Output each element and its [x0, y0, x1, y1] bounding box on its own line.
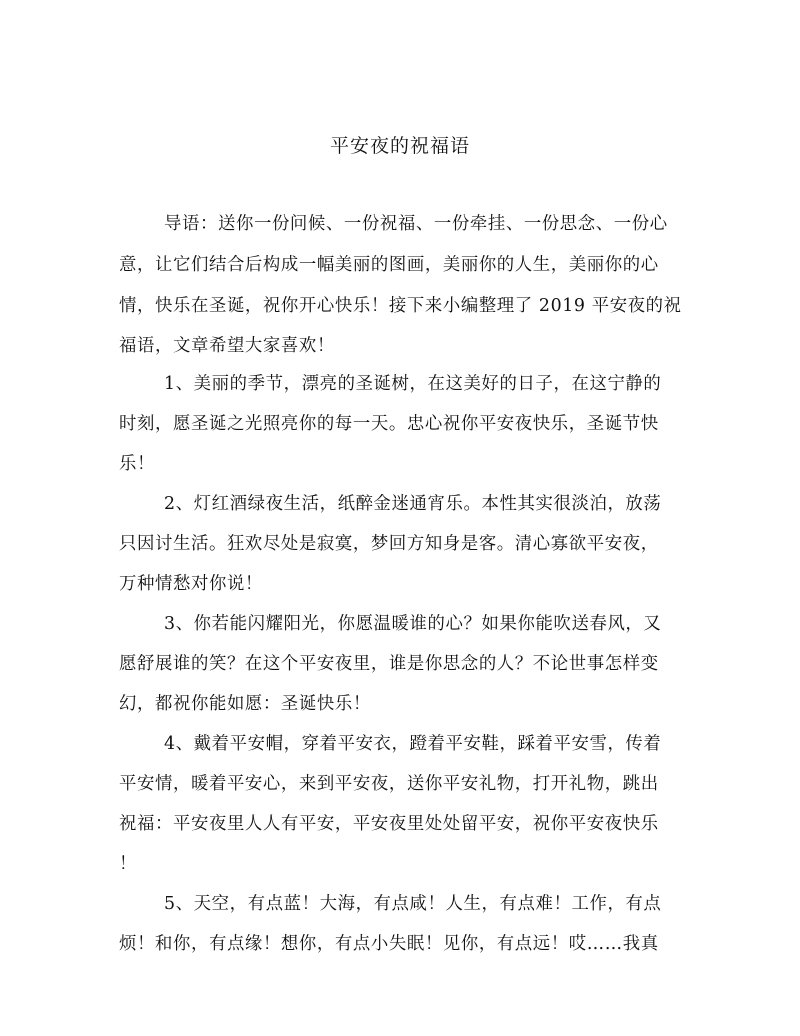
text-line: 万种情愁对你说！	[119, 574, 263, 594]
text-line: 3、你若能闪耀阳光，你愿温暖谁的心？如果你能吹送春风，又	[164, 614, 662, 634]
page-title: 平安夜的祝福语	[329, 135, 470, 157]
text-line: 情，快乐在圣诞，祝你开心快乐！接下来小编整理了 2019 平安夜的祝	[119, 296, 682, 316]
text-line: 5、天空，有点蓝！大海，有点咸！人生，有点难！工作，有点	[164, 894, 662, 914]
text-line: 祝福：平安夜里人人有平安，平安夜里处处留平安，祝你平安夜快乐	[119, 814, 659, 834]
text-line: 导语：送你一份问候、一份祝福、一份牵挂、一份思念、一份心	[164, 214, 668, 234]
text-line: 福语，文章希望大家喜欢！	[119, 336, 335, 356]
text-line: 幻，都祝你能如愿：圣诞快乐！	[119, 694, 371, 714]
text-line: 只因讨生活。狂欢尽处是寂寞，梦回方知身是客。清心寡欲平安夜，	[119, 534, 659, 554]
text-line: 烦！和你，有点缘！想你，有点小失眠！见你，有点远！哎……我真	[119, 934, 659, 954]
text-line: ！	[119, 854, 137, 874]
text-line: 2、灯红酒绿夜生活，纸醉金迷通宵乐。本性其实很淡泊，放荡	[164, 494, 662, 514]
text-line: 意，让它们结合后构成一幅美丽的图画，美丽你的人生，美丽你的心	[119, 255, 659, 275]
text-line: 时刻，愿圣诞之光照亮你的每一天。忠心祝你平安夜快乐，圣诞节快	[119, 414, 659, 434]
text-line: 愿舒展谁的笑？在这个平安夜里，谁是你思念的人？不论世事怎样变	[119, 654, 659, 674]
text-line: 4、戴着平安帽，穿着平安衣，蹬着平安鞋，踩着平安雪，传着	[164, 734, 662, 754]
text-line: 1、美丽的季节，漂亮的圣诞树，在这美好的日子，在这宁静的	[164, 374, 662, 394]
text-line: 平安情，暖着平安心，来到平安夜，送你平安礼物，打开礼物，跳出	[119, 774, 659, 794]
text-line: 乐！	[119, 454, 155, 474]
